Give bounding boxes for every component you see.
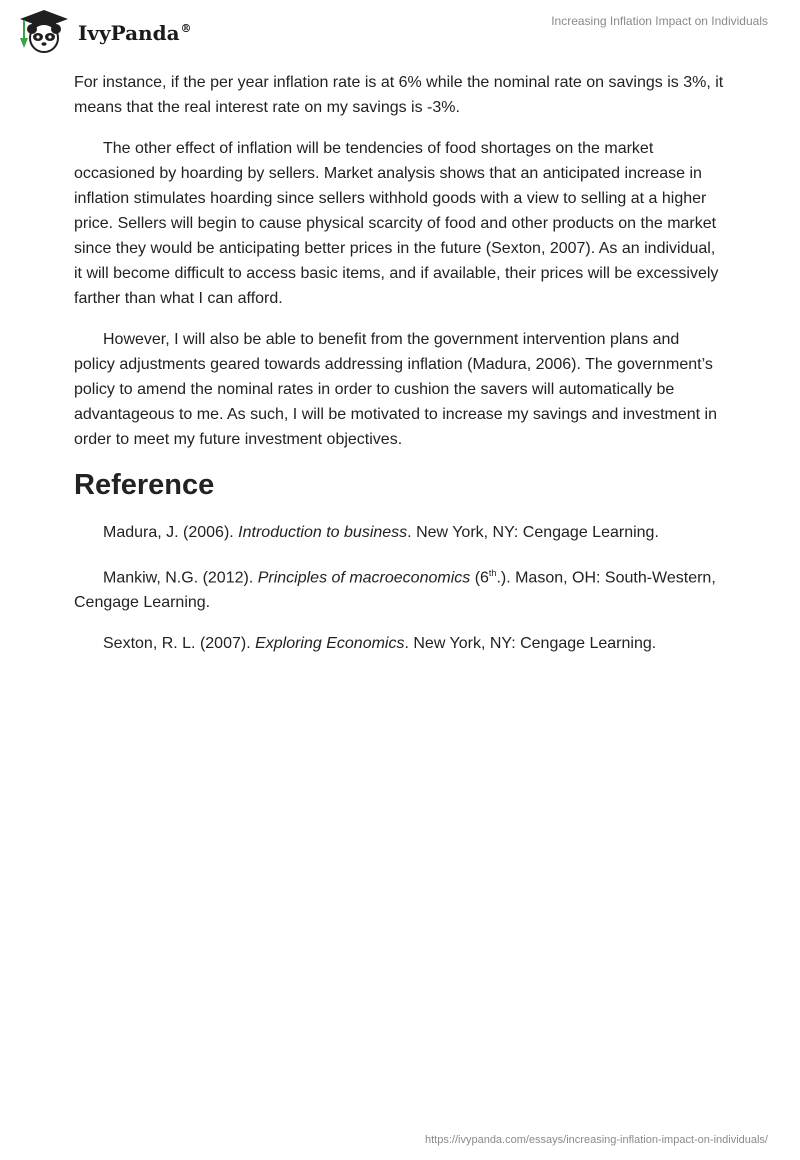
paragraph-1: For instance, if the per year inflation rate is at 6% while the nominal rate on savings is 3%, it means that the real interest rate on my savings is -3%. <box>74 74 724 116</box>
essay-content <box>74 70 724 672</box>
footer-url-link[interactable]: https://ivypanda.com/essays/increasing-inflation-impact-on-individuals/ <box>425 1134 768 1146</box>
page-header <box>0 0 800 60</box>
document-title: Increasing Inflation Impact on Individuals <box>551 14 768 28</box>
reference-item: Mankiw, N.G. (2012). Principles of macroeconomics (6th.). Mason, OH: South-Western, Cengage Learning. <box>74 568 716 612</box>
paragraph-3: However, I will also be able to benefit from the government intervention plans and policy adjustments geared towards addressing inflation (Madura, 2006). The government’s policy to amend the nominal rates in order to cushion the savers will automatically be advantageous to me. As such, I will be motivated to increase my savings and investment in order to meet my future investment objectives. <box>74 331 717 448</box>
ivypanda-logo[interactable] <box>14 8 192 54</box>
reference-item: Sexton, R. L. (2007). Exploring Economics. New York, NY: Cengage Learning. <box>103 635 657 653</box>
paragraph-2: The other effect of inflation will be tendencies of food shortages on the market occasioned by hoarding by sellers. Market analysis shows that an anticipated increase in inflation stimulates hoarding since sellers withhold goods with a view to selling at a higher price. Sellers will begin to cause physical scarcity of food and other products on the market since they would be anticipating better prices in the future (Sexton, 2007). As an individual, it will become difficult to access basic items, and if available, their prices will be excessively farther than what I can afford. <box>74 140 719 307</box>
reference-heading: Reference <box>74 469 215 501</box>
brand-name: IvyPanda® <box>78 21 192 45</box>
panda-graduate-icon <box>14 8 76 54</box>
reference-item: Madura, J. (2006). Introduction to business. New York, NY: Cengage Learning. <box>103 524 659 541</box>
